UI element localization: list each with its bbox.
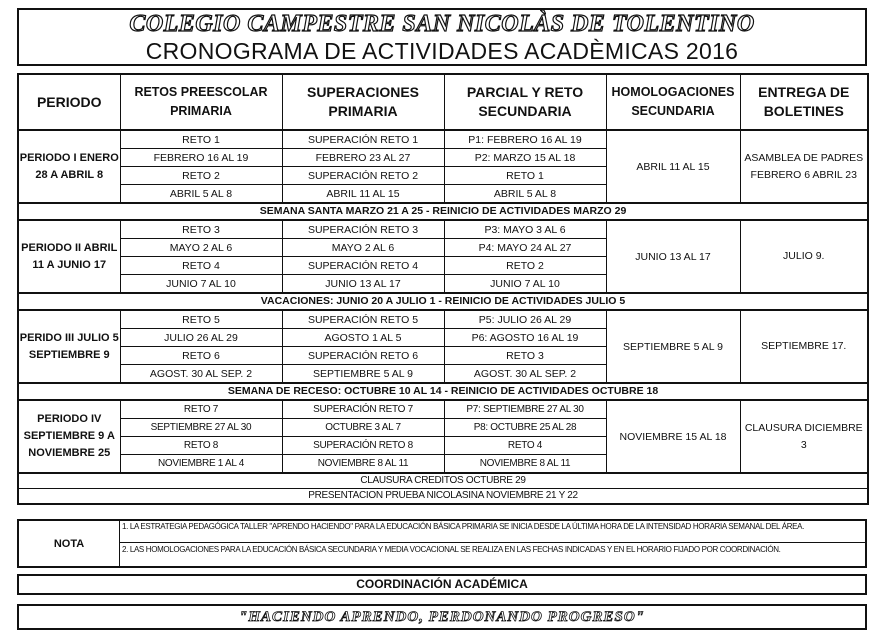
table-cell: AGOST. 30 AL SEP. 2 (120, 365, 282, 384)
prueba-nicolasina: PRESENTACION PRUEBA NICOLASINA NOVIEMBRE 21 Y 22 (18, 489, 868, 505)
homologacion-cell: SEPTIEMBRE 5 AL 9 (606, 310, 740, 383)
table-row (18, 310, 868, 329)
table-cell: NOVIEMBRE 8 AL 11 (444, 455, 606, 474)
table-cell: RETO 3 (444, 347, 606, 365)
footer-row (18, 489, 868, 505)
table-cell: JUNIO 7 AL 10 (120, 275, 282, 294)
table-cell: SUPERACIÓN RETO 4 (282, 257, 444, 275)
break-banner: VACACIONES: JUNIO 20 A JULIO 1 - REINICIO DE ACTIVIDADES JULIO 5 (18, 293, 868, 310)
table-cell: NOVIEMBRE 8 AL 11 (282, 455, 444, 474)
table-cell: RETO 6 (120, 347, 282, 365)
table-cell: SUPERACIÓN RETO 3 (282, 220, 444, 239)
banner-row (18, 383, 868, 400)
header-row (18, 74, 868, 130)
table-cell: ABRIL 5 AL 8 (120, 185, 282, 204)
clausura-creditos: CLAUSURA CREDITOS OCTUBRE 29 (18, 473, 868, 489)
table-cell: P6: AGOSTO 16 AL 19 (444, 329, 606, 347)
motto: "HACIENDO APRENDO, PERDONANDO PROGRESO" (17, 604, 867, 630)
boletines-cell: CLAUSURA DICIEMBRE 3 (740, 400, 868, 473)
break-banner: SEMANA SANTA MARZO 21 A 25 - REINICIO DE ACTIVIDADES MARZO 29 (18, 203, 868, 220)
homologacion-cell: NOVIEMBRE 15 AL 18 (606, 400, 740, 473)
homologacion-cell: ABRIL 11 AL 15 (606, 130, 740, 203)
table-cell: RETO 2 (444, 257, 606, 275)
table-cell: SUPERACIÓN RETO 5 (282, 310, 444, 329)
table-cell: P8: OCTUBRE 25 AL 28 (444, 419, 606, 437)
table-cell: AGOSTO 1 AL 5 (282, 329, 444, 347)
note-item: 1. LA ESTRATEGIA PEDAGÓGICA TALLER "APRENDO HACIENDO" PARA LA EDUCACIÓN BÁSICA PRIMARIA SE INICIA DESDE LA ÚLTIMA HORA DE LA INTENSIDAD HORARIA SEMANAL DEL ÁREA. (120, 521, 867, 543)
period-label: PERIODO I ENERO 28 A ABRIL 8 (18, 130, 120, 203)
table-cell: JUNIO 13 AL 17 (282, 275, 444, 294)
document-header (17, 8, 867, 66)
footer-row (18, 473, 868, 489)
table-cell: SUPERACIÓN RETO 8 (282, 437, 444, 455)
table-cell: SUPERACIÓN RETO 2 (282, 167, 444, 185)
table-cell: FEBRERO 16 AL 19 (120, 149, 282, 167)
table-cell: P4: MAYO 24 AL 27 (444, 239, 606, 257)
document-title: CRONOGRAMA DE ACTIVIDADES ACADÈMICAS 2016 (145, 38, 739, 64)
table-cell: RETO 4 (444, 437, 606, 455)
schedule-table (17, 73, 869, 505)
table-cell: RETO 5 (120, 310, 282, 329)
boletines-cell: ASAMBLEA DE PADRES FEBRERO 6 ABRIL 23 (740, 130, 868, 203)
col-header-homologaciones: HOMOLOGACIONES SECUNDARIA (606, 74, 740, 130)
table-cell: SUPERACIÓN RETO 7 (282, 400, 444, 419)
table-cell: AGOST. 30 AL SEP. 2 (444, 365, 606, 384)
homologacion-cell: JUNIO 13 AL 17 (606, 220, 740, 293)
table-cell: P2: MARZO 15 AL 18 (444, 149, 606, 167)
table-cell: ABRIL 5 AL 8 (444, 185, 606, 204)
table-cell: RETO 3 (120, 220, 282, 239)
table-cell: SUPERACIÓN RETO 6 (282, 347, 444, 365)
period-label: PERIODO II ABRIL 11 A JUNIO 17 (18, 220, 120, 293)
table-cell: RETO 4 (120, 257, 282, 275)
table-cell: JULIO 26 AL 29 (120, 329, 282, 347)
boletines-cell: SEPTIEMBRE 17. (740, 310, 868, 383)
col-header-boletines: ENTREGA DE BOLETINES (740, 74, 868, 130)
table-row (18, 400, 868, 419)
col-header-periodo: PERIODO (18, 74, 120, 130)
table-cell: ABRIL 11 AL 15 (282, 185, 444, 204)
table-cell: JUNIO 7 AL 10 (444, 275, 606, 294)
table-cell: SEPTIEMBRE 5 AL 9 (282, 365, 444, 384)
col-header-superaciones: SUPERACIONES PRIMARIA (282, 74, 444, 130)
school-name: COLEGIO CAMPESTRE SAN NICOLÀS DE TOLENTINO (129, 11, 755, 37)
table-cell: P1: FEBRERO 16 AL 19 (444, 130, 606, 149)
banner-row (18, 293, 868, 310)
table-cell: P5: JULIO 26 AL 29 (444, 310, 606, 329)
table-cell: RETO 8 (120, 437, 282, 455)
table-row (18, 220, 868, 239)
table-cell: NOVIEMBRE 1 AL 4 (120, 455, 282, 474)
table-cell: OCTUBRE 3 AL 7 (282, 419, 444, 437)
table-cell: P7: SEPTIEMBRE 27 AL 30 (444, 400, 606, 419)
table-row (18, 130, 868, 149)
table-cell: SEPTIEMBRE 27 AL 30 (120, 419, 282, 437)
table-cell: RETO 1 (120, 130, 282, 149)
col-header-retos: RETOS PREESCOLAR PRIMARIA (120, 74, 282, 130)
table-cell: FEBRERO 23 AL 27 (282, 149, 444, 167)
coordination-label: COORDINACIÓN ACADÉMICA (17, 574, 867, 595)
notes-label: NOTA (19, 521, 120, 566)
table-cell: RETO 2 (120, 167, 282, 185)
col-header-parcial: PARCIAL Y RETO SECUNDARIA (444, 74, 606, 130)
table-cell: MAYO 2 AL 6 (120, 239, 282, 257)
table-cell: MAYO 2 AL 6 (282, 239, 444, 257)
banner-row (18, 203, 868, 220)
table-cell: RETO 7 (120, 400, 282, 419)
table-cell: RETO 1 (444, 167, 606, 185)
period-label: PERIDO III JULIO 5 SEPTIEMBRE 9 (18, 310, 120, 383)
table-cell: SUPERACIÓN RETO 1 (282, 130, 444, 149)
note-item: 2. LAS HOMOLOGACIONES PARA LA EDUCACIÓN BÁSICA SECUNDARIA Y MEDIA VOCACIONAL SE REALIZA EN LAS FECHAS INDICADAS Y EN EL HORARIO FIJADO POR COORDINACIÓN. (122, 545, 781, 554)
boletines-cell: JULIO 9. (740, 220, 868, 293)
period-label: PERIODO IV SEPTIEMBRE 9 A NOVIEMBRE 25 (18, 400, 120, 473)
notes-box (17, 519, 867, 568)
table-cell: P3: MAYO 3 AL 6 (444, 220, 606, 239)
break-banner: SEMANA DE RECESO: OCTUBRE 10 AL 14 - REINICIO DE ACTIVIDADES OCTUBRE 18 (18, 383, 868, 400)
